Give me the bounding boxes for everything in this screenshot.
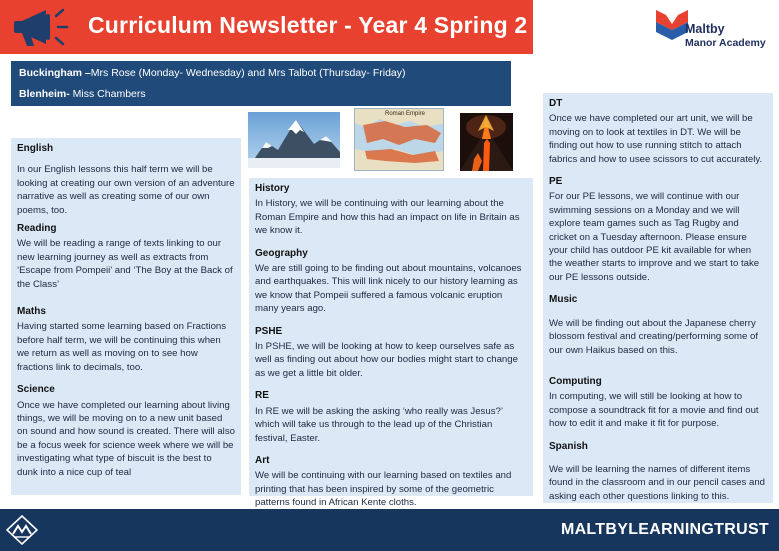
geography-text: We are still going to be finding out about mountains, volcanoes and earthquakes. This will link nicely to our history learning as we know that Pompeii suffered a famous volcanic eruption many years ago. [255,263,522,315]
volcano-image [460,113,513,171]
reading-heading: Reading [17,223,57,235]
middle-subject-panel [249,178,533,509]
science-heading: Science [17,384,55,396]
dt-text: Once we have completed our art unit, we will be moving on to look at textiles in DT. We will be finding out how to use running stitch to attach fabrics and how to usee scissors to cut accurately. [549,113,763,165]
page-title: Curriculum Newsletter - Year 4 Spring 2 [88,12,528,38]
dt-heading: DT [549,98,563,109]
re-heading: RE [255,390,269,402]
school-name-line1: Maltby [685,22,725,36]
music-text: We will be finding out about the Japanese cherry blossom festival and creating/performing some of our own Haikus based on this. [549,317,759,356]
trust-name: MALTBYLEARNINGTRUST [560,521,769,538]
footer-bar [0,509,779,551]
school-logo [652,8,767,56]
music-heading: Music [549,294,578,306]
roman-empire-map-image [354,108,444,171]
maths-heading: Maths [17,306,46,318]
art-text: We will be continuing with our learning based on textiles and printing that has been inspired by some of the geometric patterns found in African Kente cloths. [255,470,512,509]
english-heading: English [17,143,54,154]
school-name-line2: Manor Academy [685,37,766,49]
class-name: Blenheim- [19,88,70,100]
class-teachers: Mrs Rose (Monday- Wednesday) and Mrs Talbot (Thursday- Friday) [90,67,406,79]
spanish-heading: Spanish [549,440,588,452]
left-subject-panel [11,138,241,495]
right-subject-panel [543,93,773,503]
class-teachers: Miss Chambers [69,88,146,100]
class-teachers-bar [11,61,511,106]
history-text: In History, we will be continuing with our learning about the Roman Empire and how this had an impact on life in Britain as we know it. [255,198,520,237]
megaphone-icon [8,4,70,50]
computing-text: In computing, we will still be looking at how to compose a soundtrack fit for a movie and find out how to edit it and make it fit for purpose. [549,391,759,430]
pe-text: For our PE lessons, we will continue with our swimming sessions on a Monday and we will explore team games such as Tag Rugby and cricket on a Tuesday afternoon. Please ensure your child has outdoor PE kit available for when the weather starts to improve and we start to take our PE lessons outside. [549,191,760,283]
spanish-text: We will be learning the names of different items found in the classroom and in our pencil cases and asking each other questions linking to this. [549,463,765,502]
science-text: Once we have completed our learning about living things, we will be moving on to a new unit based on sound and how sound is created. There will also be a focus week for science week where we will be investigating what type of biscuit is the best to dunk into a nice cup of teal [17,399,235,478]
maths-text: Having started some learning based on Fractions before half term, we will be continuing this when we return as well as moving on to see how fractions link to decimals, too. [17,321,227,373]
reading-text: We will be reading a range of texts linking to our new learning journey as well as extracts from ‘Escape from Pompeii’ and ‘The Boy at the Back of the Class’ [17,238,233,290]
history-heading: History [255,183,290,194]
map-label: Roman Empire [385,111,426,117]
pe-heading: PE [549,176,563,188]
english-text: In our English lessons this half term we will be looking at creating our own version of an adventure narrative as well as creating some of our own poems, too. [17,164,235,216]
pshe-text: In PSHE, we will be looking at how to keep ourselves safe as well as finding out about how our bodies might start to change as we get a little bit older. [255,341,518,379]
art-heading: Art [255,454,270,466]
class-name: Buckingham – [19,67,91,79]
newsletter-header [0,0,533,54]
pshe-heading: PSHE [255,325,283,337]
re-text: In RE we will be asking the asking ‘who really was Jesus?’ which will take us through to the lead up of the Christian festival, Easter. [255,405,503,444]
trust-logo-icon [6,515,38,545]
computing-heading: Computing [549,375,602,387]
class-row-blenheim [19,88,146,100]
class-row-buckingham [19,67,406,79]
mountain-image [248,112,340,168]
geography-heading: Geography [255,247,308,259]
